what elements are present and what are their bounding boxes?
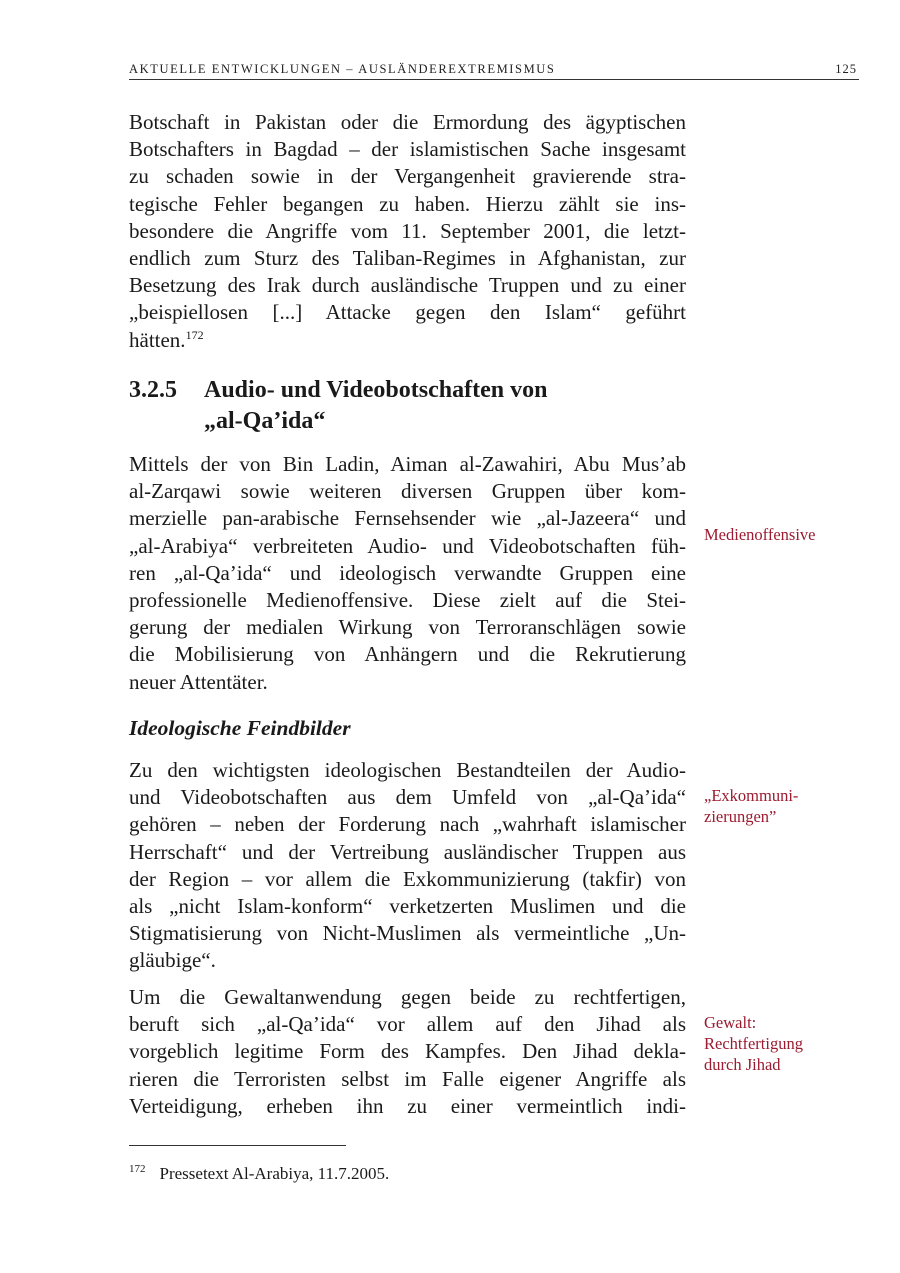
margin-note-gewalt	[704, 1012, 844, 1075]
text-line: Zu den wichtigsten ideologischen Bestandteilen der Audio-	[129, 758, 686, 782]
text-line: Mittels der von Bin Ladin, Aiman al-Zawahiri, Abu Mus’ab	[129, 452, 686, 476]
subheading: Ideologische Feindbilder	[129, 716, 351, 740]
text-line: Besetzung des Irak durch ausländische Truppen und zu einer	[129, 273, 686, 298]
text-line: gläubige“.	[129, 948, 216, 973]
text-line: neuer Attentäter.	[129, 669, 268, 694]
header-rule	[129, 79, 859, 80]
page-number: 125	[835, 62, 857, 76]
footnote-text: Pressetext Al-Arabiya, 11.7.2005.	[159, 1164, 390, 1183]
text-line: zu schaden sowie in der Vergangenheit gravierende stra-	[129, 164, 686, 189]
text-line: gerung der medialen Wirkung von Terroranschlägen sowie	[129, 615, 686, 640]
text-line: als „nicht Islam-konform“ verketzerten Muslimen und die	[129, 894, 686, 919]
text-line: merzielle pan-arabische Fernsehsender wie „al-Jazeera“ und	[129, 506, 686, 531]
running-title: AKTUELLE ENTWICKLUNGEN – AUSLÄNDEREXTREMISMUS	[129, 62, 556, 76]
text-line: professionelle Medienoffensive. Diese zielt auf die Stei-	[129, 588, 686, 613]
paragraph-2	[129, 451, 686, 696]
text-line: beruft sich „al-Qa’ida“ vor allem auf den Jihad als	[129, 1012, 686, 1037]
text-line: „beispiellosen [...] Attacke gegen den Islam“ geführt	[129, 300, 686, 325]
footnote-reference[interactable]: 172	[185, 327, 204, 342]
text-line	[129, 327, 686, 354]
text-line: tegische Fehler begangen zu haben. Hierzu zählt sie ins-	[129, 191, 686, 216]
section-title	[204, 375, 684, 437]
margin-note-line: durch Jihad	[704, 1055, 781, 1074]
text-line: vorgeblich legitime Form des Kampfes. Den Jihad dekla-	[129, 1039, 686, 1064]
margin-note-line: Gewalt:	[704, 1013, 757, 1032]
text-line: Herrschaft“ und der Vertreibung ausländischer Truppen aus	[129, 839, 686, 864]
text-line: al-Zarqawi sowie weiteren diversen Gruppen über kom-	[129, 479, 686, 504]
text-line: „al-Arabiya“ verbreiteten Audio- und Videobotschaften füh-	[129, 533, 686, 558]
section-title-line: Audio- und Videobotschaften von	[204, 377, 548, 403]
text-line: Botschaft in Pakistan oder die Ermordung des ägyptischen	[129, 110, 686, 134]
footnote-rule	[129, 1145, 346, 1146]
section-title-line: „al-Qa’ida“	[204, 408, 326, 434]
text-line: Botschafters in Bagdad – der islamistischen Sache insgesamt	[129, 137, 686, 162]
margin-note-line: zierungen”	[704, 807, 777, 826]
margin-note-medienoffensive	[704, 524, 844, 545]
paragraph-4	[129, 984, 686, 1120]
footnote-number: 172	[129, 1163, 146, 1176]
text-line: ren „al-Qa’ida“ und ideologisch verwandte Gruppen eine	[129, 560, 686, 585]
text-line: und Videobotschaften aus dem Umfeld von „al-Qa’ida“	[129, 785, 686, 810]
text-line: Stigmatisierung von Nicht-Muslimen als vermeintliche „Un-	[129, 921, 686, 946]
margin-note-line: „Exkommuni-	[704, 786, 799, 805]
margin-note-exkommunizierungen	[704, 785, 844, 827]
margin-note-line: Rechtfertigung	[704, 1034, 803, 1053]
margin-note-text: Medienoffensive	[704, 525, 816, 544]
text-line: endlich zum Sturz des Taliban-Regimes in Afghanistan, zur	[129, 246, 686, 271]
text-line: rieren die Terroristen selbst im Falle eigener Angriffe als	[129, 1066, 686, 1091]
text-line: besondere die Angriffe vom 11. September 2001, die letzt-	[129, 218, 686, 243]
text-line: gehören – neben der Forderung nach „wahrhaft islamischer	[129, 812, 686, 837]
text-line: Um die Gewaltanwendung gegen beide zu rechtfertigen,	[129, 985, 686, 1009]
text-line: die Mobilisierung von Anhängern und die Rekrutierung	[129, 642, 686, 667]
section-number: 3.2.5	[129, 377, 177, 403]
text-line: der Region – vor allem die Exkommunizierung (takfir) von	[129, 866, 686, 891]
paragraph-1	[129, 109, 686, 354]
last-line-text: hätten.	[129, 327, 186, 352]
paragraph-3	[129, 757, 686, 975]
text-line: Verteidigung, erheben ihn zu einer vermeintlich indi-	[129, 1093, 686, 1118]
footnote	[129, 1164, 389, 1184]
